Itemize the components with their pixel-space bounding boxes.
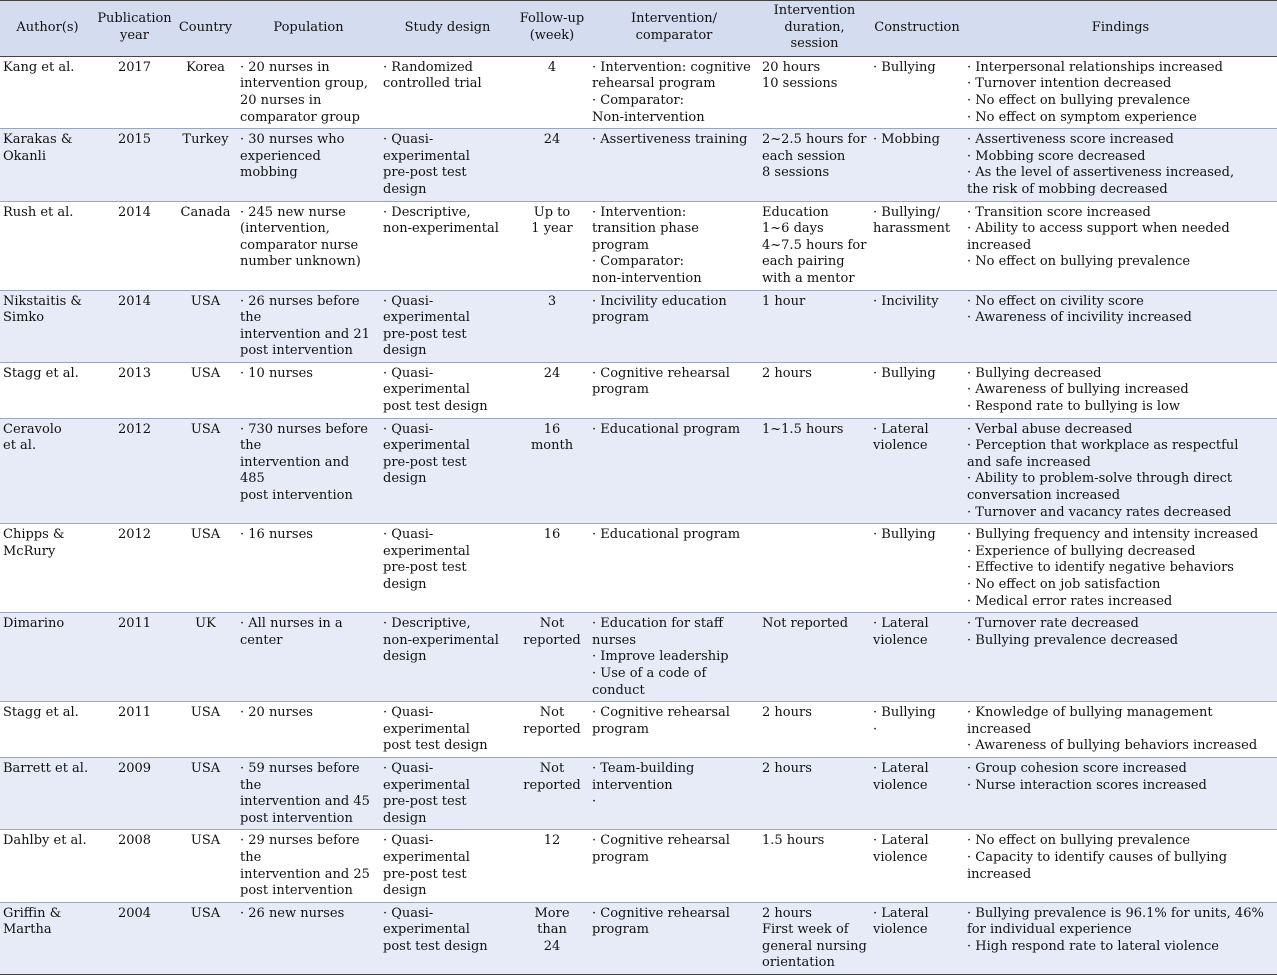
cell-study-design: · Descriptive, non-experimental <box>380 201 515 290</box>
cell-intervention: · Cognitive rehearsal program <box>589 902 759 974</box>
cell-year: 2008 <box>95 830 174 902</box>
cell-intervention: · Education for staff nurses · Improve leadership · Use of a code of conduct <box>589 613 759 702</box>
cell-findings: · Bullying frequency and intensity increased · Experience of bullying decreased · Effective to identify negative behaviors · No effect on job satisfaction · Medical error rates increased <box>964 524 1277 613</box>
cell-study-design: · Quasi-experimental post test design <box>380 902 515 974</box>
cell-findings: · Bullying decreased · Awareness of bullying increased · Respond rate to bullying is low <box>964 362 1277 418</box>
cell-follow-up: Not reported <box>515 613 589 702</box>
table-row <box>0 757 1277 829</box>
cell-population: · 10 nurses <box>237 362 380 418</box>
cell-intervention: · Cognitive rehearsal program <box>589 702 759 758</box>
cell-construction: · Bullying/ harassment <box>870 201 964 290</box>
cell-population: · 20 nurses in intervention group, 20 nurses in comparator group <box>237 56 380 128</box>
cell-construction: · Mobbing <box>870 129 964 201</box>
cell-author: Dahlby et al. <box>0 830 95 902</box>
cell-study-design: · Quasi-experimental pre-post test design <box>380 129 515 201</box>
cell-intervention: · Cognitive rehearsal program <box>589 362 759 418</box>
cell-follow-up: 12 <box>515 830 589 902</box>
cell-year: 2004 <box>95 902 174 974</box>
cell-follow-up: Up to 1 year <box>515 201 589 290</box>
cell-intervention: · Intervention: transition phase program · Comparator: non-intervention <box>589 201 759 290</box>
cell-author: Stagg et al. <box>0 702 95 758</box>
header-intervention: Intervention/ comparator <box>589 1 759 57</box>
header-duration: Intervention duration, session <box>759 1 870 57</box>
cell-duration: 2 hours <box>759 757 870 829</box>
cell-author: Ceravolo et al. <box>0 418 95 524</box>
cell-construction: · Incivility <box>870 290 964 362</box>
header-follow-up: Follow-up (week) <box>515 1 589 57</box>
cell-intervention: · Educational program <box>589 524 759 613</box>
cell-duration: 1 hour <box>759 290 870 362</box>
cell-construction: · Lateral violence <box>870 613 964 702</box>
cell-construction: · Bullying · <box>870 702 964 758</box>
cell-country: USA <box>174 757 237 829</box>
cell-country: USA <box>174 290 237 362</box>
cell-intervention: · Incivility education program <box>589 290 759 362</box>
cell-year: 2012 <box>95 524 174 613</box>
cell-country: USA <box>174 524 237 613</box>
cell-population: · 29 nurses before the intervention and 25 post intervention <box>237 830 380 902</box>
header-findings: Findings <box>964 1 1277 57</box>
cell-country: USA <box>174 830 237 902</box>
table-row <box>0 702 1277 758</box>
cell-duration <box>759 524 870 613</box>
cell-intervention: · Cognitive rehearsal program <box>589 830 759 902</box>
table-row <box>0 56 1277 128</box>
cell-author: Dimarino <box>0 613 95 702</box>
cell-follow-up: 16 month <box>515 418 589 524</box>
cell-findings: · Interpersonal relationships increased · Turnover intention decreased · No effect on bullying prevalence · No effect on symptom experience <box>964 56 1277 128</box>
cell-intervention: · Educational program <box>589 418 759 524</box>
cell-country: Canada <box>174 201 237 290</box>
cell-population: · 26 new nurses <box>237 902 380 974</box>
cell-year: 2017 <box>95 56 174 128</box>
table-row <box>0 902 1277 974</box>
cell-year: 2014 <box>95 201 174 290</box>
cell-year: 2009 <box>95 757 174 829</box>
cell-follow-up: 24 <box>515 129 589 201</box>
cell-study-design: · Quasi-experimental pre-post test design <box>380 290 515 362</box>
cell-findings: · Bullying prevalence is 96.1% for units, 46% for individual experience · High respond rate to lateral violence <box>964 902 1277 974</box>
cell-duration: 1.5 hours <box>759 830 870 902</box>
cell-country: USA <box>174 702 237 758</box>
cell-findings: · No effect on bullying prevalence · Capacity to identify causes of bullying increased <box>964 830 1277 902</box>
cell-duration: Not reported <box>759 613 870 702</box>
cell-year: 2014 <box>95 290 174 362</box>
cell-author: Rush et al. <box>0 201 95 290</box>
cell-findings: · Turnover rate decreased · Bullying prevalence decreased <box>964 613 1277 702</box>
cell-construction: · Lateral violence <box>870 830 964 902</box>
cell-study-design: · Quasi-experimental pre-post test design <box>380 757 515 829</box>
cell-construction: · Lateral violence <box>870 757 964 829</box>
cell-population: · 20 nurses <box>237 702 380 758</box>
cell-year: 2011 <box>95 702 174 758</box>
cell-construction: · Lateral violence <box>870 418 964 524</box>
cell-follow-up: Not reported <box>515 757 589 829</box>
header-author: Author(s) <box>0 1 95 57</box>
cell-findings: · Verbal abuse decreased · Perception that workplace as respectful and safe increased · Ability to problem-solve through direct conversation increased · Turnover and vacancy rates decreased <box>964 418 1277 524</box>
header-population: Population <box>237 1 380 57</box>
cell-follow-up: More than 24 <box>515 902 589 974</box>
cell-year: 2012 <box>95 418 174 524</box>
table-row <box>0 613 1277 702</box>
cell-intervention: · Intervention: cognitive rehearsal program · Comparator: Non-intervention <box>589 56 759 128</box>
cell-population: · 16 nurses <box>237 524 380 613</box>
cell-author: Stagg et al. <box>0 362 95 418</box>
cell-intervention: · Assertiveness training <box>589 129 759 201</box>
cell-author: Chipps & McRury <box>0 524 95 613</box>
cell-country: USA <box>174 902 237 974</box>
cell-construction: · Lateral violence <box>870 902 964 974</box>
table-row <box>0 524 1277 613</box>
cell-follow-up: 24 <box>515 362 589 418</box>
cell-year: 2013 <box>95 362 174 418</box>
cell-country: Turkey <box>174 129 237 201</box>
cell-country: Korea <box>174 56 237 128</box>
cell-country: USA <box>174 418 237 524</box>
cell-population: · 26 nurses before the intervention and 21 post intervention <box>237 290 380 362</box>
cell-duration: 20 hours 10 sessions <box>759 56 870 128</box>
cell-population: · 30 nurses who experienced mobbing <box>237 129 380 201</box>
cell-population: · 59 nurses before the intervention and 45 post intervention <box>237 757 380 829</box>
cell-duration: 2~2.5 hours for each session 8 sessions <box>759 129 870 201</box>
cell-follow-up: 3 <box>515 290 589 362</box>
cell-study-design: · Randomized controlled trial <box>380 56 515 128</box>
cell-study-design: · Quasi-experimental post test design <box>380 702 515 758</box>
table-row <box>0 418 1277 524</box>
table-body <box>0 56 1277 974</box>
cell-study-design: · Descriptive, non-experimental design <box>380 613 515 702</box>
table-row <box>0 830 1277 902</box>
cell-duration: 2 hours First week of general nursing orientation <box>759 902 870 974</box>
table-row <box>0 362 1277 418</box>
cell-author: Nikstaitis & Simko <box>0 290 95 362</box>
cell-follow-up: 16 <box>515 524 589 613</box>
cell-duration: 2 hours <box>759 702 870 758</box>
cell-findings: · Transition score increased · Ability to access support when needed increased · No effect on bullying prevalence <box>964 201 1277 290</box>
cell-country: UK <box>174 613 237 702</box>
table-row <box>0 290 1277 362</box>
header-year: Publication year <box>95 1 174 57</box>
cell-study-design: · Quasi-experimental post test design <box>380 362 515 418</box>
cell-study-design: · Quasi-experimental pre-post test design <box>380 830 515 902</box>
cell-findings: · Assertiveness score increased · Mobbing score decreased · As the level of assertiveness increased, the risk of mobbing decreased <box>964 129 1277 201</box>
cell-author: Kang et al. <box>0 56 95 128</box>
table-row <box>0 129 1277 201</box>
header-construction: Construction <box>870 1 964 57</box>
cell-intervention: · Team-building intervention · <box>589 757 759 829</box>
cell-author: Karakas & Okanli <box>0 129 95 201</box>
cell-follow-up: 4 <box>515 56 589 128</box>
cell-construction: · Bullying <box>870 524 964 613</box>
cell-author: Griffin & Martha <box>0 902 95 974</box>
cell-population: · 730 nurses before the intervention and 485 post intervention <box>237 418 380 524</box>
cell-findings: · Knowledge of bullying management increased · Awareness of bullying behaviors increased <box>964 702 1277 758</box>
cell-author: Barrett et al. <box>0 757 95 829</box>
cell-country: USA <box>174 362 237 418</box>
cell-follow-up: Not reported <box>515 702 589 758</box>
cell-study-design: · Quasi-experimental pre-post test design <box>380 418 515 524</box>
cell-population: · 245 new nurse (intervention, comparator nurse number unknown) <box>237 201 380 290</box>
cell-study-design: · Quasi-experimental pre-post test design <box>380 524 515 613</box>
cell-year: 2011 <box>95 613 174 702</box>
header-row <box>0 1 1277 57</box>
cell-year: 2015 <box>95 129 174 201</box>
cell-duration: 2 hours <box>759 362 870 418</box>
cell-duration: 1~1.5 hours <box>759 418 870 524</box>
cell-duration: Education 1~6 days 4~7.5 hours for each pairing with a mentor <box>759 201 870 290</box>
cell-findings: · Group cohesion score increased · Nurse interaction scores increased <box>964 757 1277 829</box>
header-study-design: Study design <box>380 1 515 57</box>
cell-construction: · Bullying <box>870 56 964 128</box>
cell-construction: · Bullying <box>870 362 964 418</box>
cell-findings: · No effect on civility score · Awareness of incivility increased <box>964 290 1277 362</box>
header-country: Country <box>174 1 237 57</box>
table-row <box>0 201 1277 290</box>
cell-population: · All nurses in a center <box>237 613 380 702</box>
